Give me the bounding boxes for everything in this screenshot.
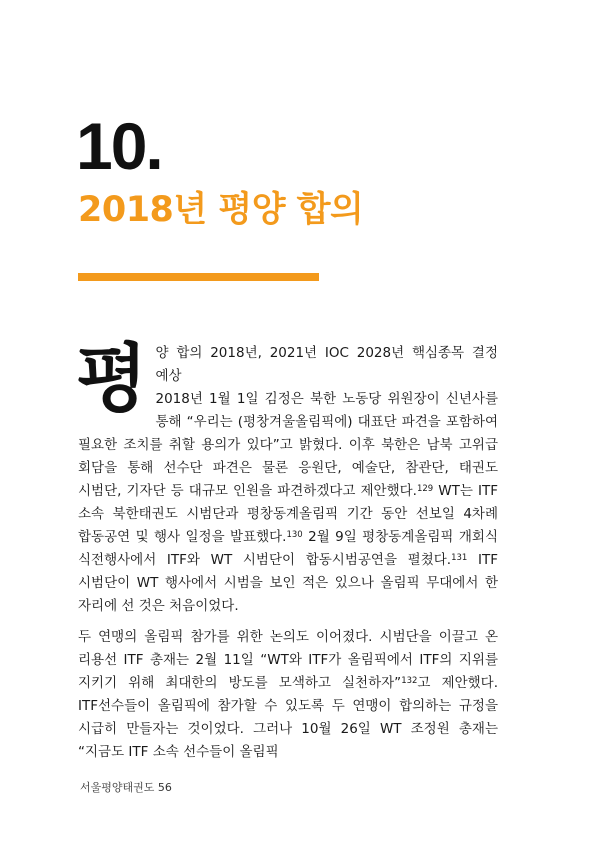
- chapter-number: 10.: [76, 109, 162, 183]
- section-subheading: 양 합의 2018년, 2021년 IOC 2028년 핵심종목 결정 예상: [155, 345, 498, 384]
- chapter-title: 2018년 평양 합의: [78, 190, 364, 230]
- paragraph-2-text-b: 고 제안했다. ITF선수들이 올림픽에 참가할 수 있도록 두 연맹이 합의하는 규정을 시급히 만들자는 것이었다. 그러나 10월 26일 WT 조정원 총재는 “지금도 ITF 소속 선수들이 올림픽: [78, 675, 498, 760]
- paragraph-2-text-a: 두 연맹의 올림픽 참가를 위한 논의도 이어졌다. 시범단을 이끌고 온 리용선 ITF 총재는 2월 11일 “WT와 ITF가 올림픽에서 ITF의 지위를 지키기 위해 최대한의 방도를 모색하고 실천하자”: [78, 629, 498, 691]
- title-underline-rule: [78, 273, 319, 281]
- footnote-ref-131: 131: [451, 553, 468, 563]
- body-text: [76, 336, 498, 764]
- footnote-ref-132: 132: [401, 676, 418, 686]
- paragraph-1-text-a: 2018년 1월 1일 김정은 북한 노동당 위원장이 신년사를 통해 “우리는 (평창겨울올림픽에) 대표단 파견을 포함하여 필요한 조치를 취할 용의가 있다”고 밝혔다. 이후 북한은 남북 고위급 회담을 통해 선수단 파견은 물론 응원단, 예술단, 참관단, 태권도 시범단, 기자단 등 대규모 인원을 파견하겠다고 제안했다.: [78, 391, 498, 499]
- drop-cap: 평: [76, 336, 148, 422]
- paragraph-1-text-b: WT는 ITF 소속 북한태권도 시범단과 평창동계올림픽 기간 동안 선보일 4차례 합동공연 및 행사 일정을 발표했다.: [78, 483, 498, 545]
- paragraph-gap: [78, 618, 498, 626]
- page-footer: 서울평양태권도 56: [80, 781, 172, 794]
- intro-paragraph: [76, 336, 498, 618]
- footnote-ref-129: 129: [416, 484, 434, 494]
- footnote-ref-130: 130: [286, 530, 303, 540]
- second-paragraph: [78, 626, 498, 764]
- paragraph-1-text-c: 2월 9일 평창동계올림픽 개회식 식전행사에서 ITF와 WT 시범단이 합동시범공연을 펼쳤다.: [78, 529, 498, 568]
- paragraph-1-text-d: ITF 시범단이 WT 행사에서 시범을 보인 적은 있으나 올림픽 무대에서 한 자리에 선 것은 처음이었다.: [78, 552, 498, 614]
